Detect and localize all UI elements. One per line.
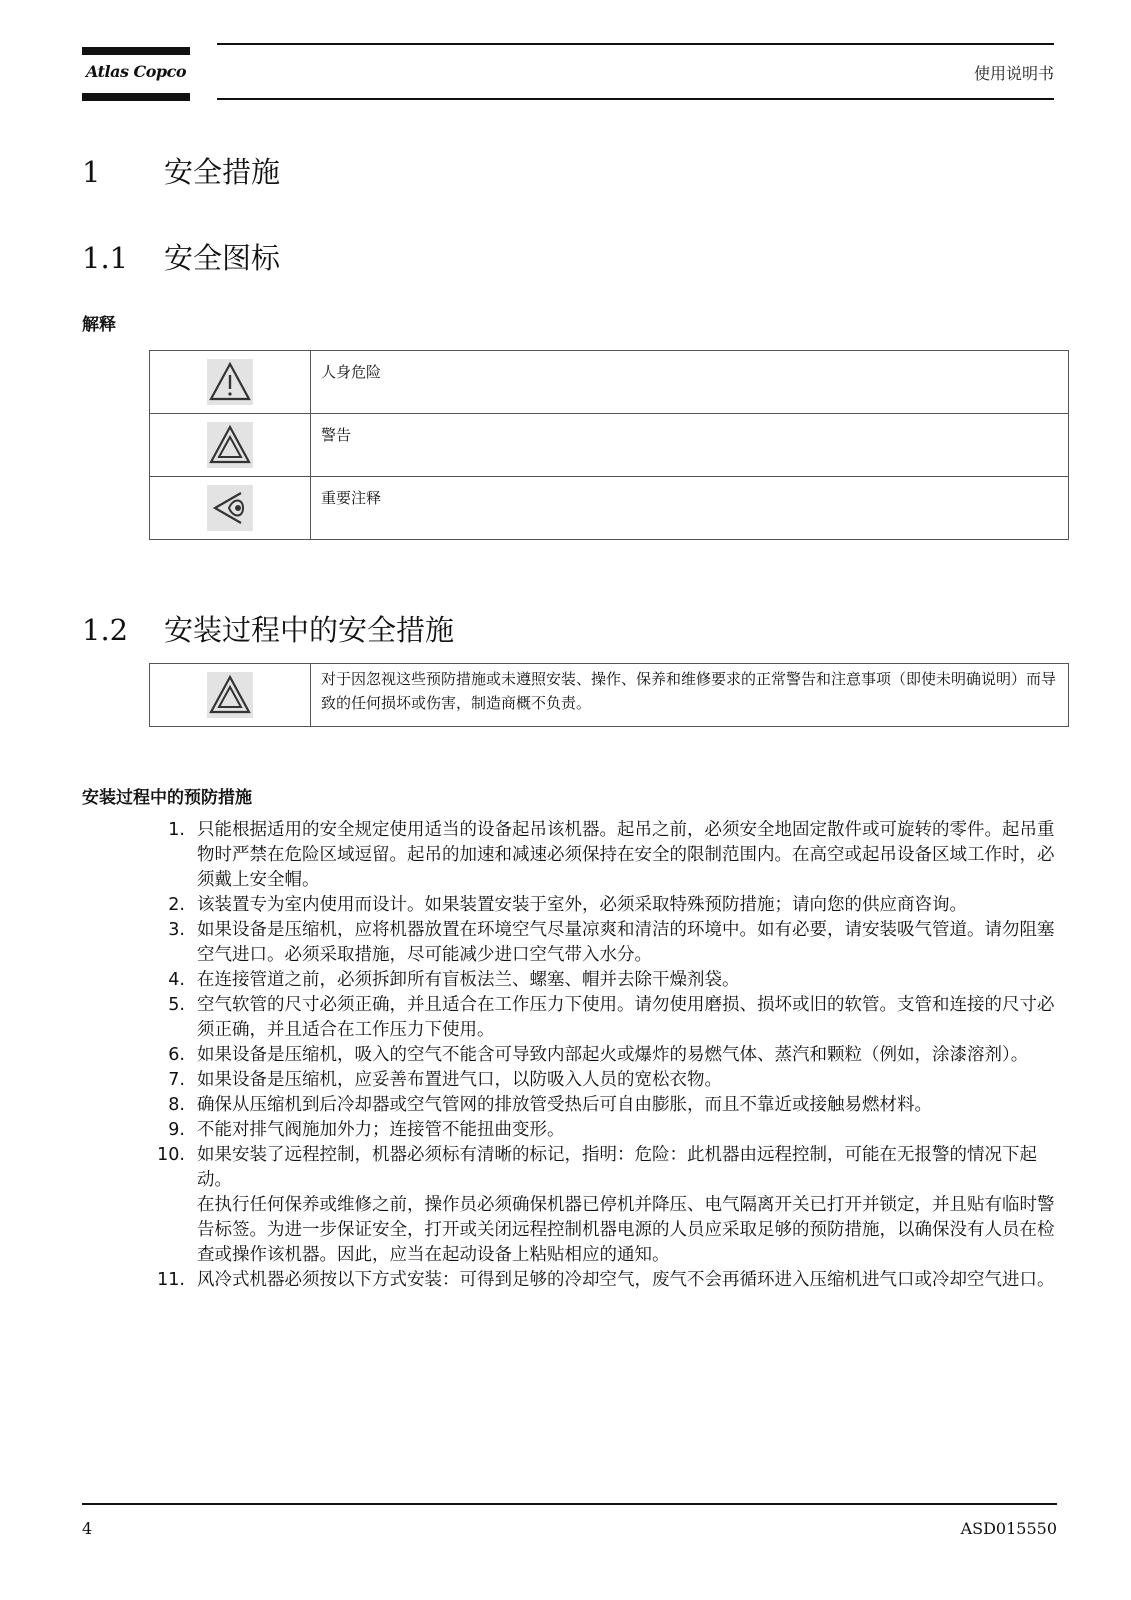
item-text: 该装置专为室内使用而设计。如果装置安装于室外，必须采取特殊预防措施；请向您的供应商咨询。 <box>197 895 967 915</box>
section-1-heading <box>82 150 280 191</box>
list-item <box>82 818 1057 893</box>
footer-rule <box>82 1503 1057 1505</box>
list-item <box>82 893 1057 918</box>
item-number: 6. <box>168 1045 185 1065</box>
section-1-2-heading <box>82 608 454 649</box>
section-title: 安全措施 <box>164 155 281 189</box>
icon-description: 重要注释 <box>311 477 1069 540</box>
icon-cell <box>150 477 311 540</box>
atlas-copco-logo <box>82 47 190 101</box>
icon-cell <box>150 351 311 414</box>
eye-note-icon <box>207 485 253 531</box>
item-text: 确保从压缩机到后冷却器或空气管网的排放管受热后可自由膨胀，而且不靠近或接触易燃材料。 <box>197 1095 932 1115</box>
item-number: 1. <box>168 820 185 840</box>
item-number: 3. <box>168 920 185 940</box>
logo-text: Atlas Copco <box>85 62 187 81</box>
section-1-1-heading <box>82 236 280 277</box>
list-item <box>82 1068 1057 1093</box>
icon-description: 人身危险 <box>311 351 1069 414</box>
exclamation-triangle-icon <box>207 359 253 405</box>
icon-cell <box>150 664 311 727</box>
precautions-subheading: 安装过程中的预防措施 <box>82 788 252 808</box>
item-text: 如果设备是压缩机，应妥善布置进气口，以防吸入人员的宽松衣物。 <box>197 1070 722 1090</box>
item-extra-text: 在执行任何保养或维修之前，操作员必须确保机器已停机并降压、电气隔离开关已打开并锁定，并且贴有临时警告标签。为进一步保证安全，打开或关闭远程控制机器电源的人员应采取足够的预防措施，以确保没有人员在检查或操作该机器。因此，应当在起动设备上粘贴相应的通知。 <box>197 1195 1055 1265</box>
item-text: 如果设备是压缩机，吸入的空气不能含可导致内部起火或爆炸的易燃气体、蒸汽和颗粒（例如，涂漆溶剂）。 <box>197 1045 1029 1065</box>
explanation-subheading: 解释 <box>82 315 116 335</box>
table-row <box>150 664 1069 727</box>
warning-table <box>149 663 1069 727</box>
item-text: 不能对排气阀施加外力；连接管不能扭曲变形。 <box>197 1120 565 1140</box>
safety-icons-table <box>149 350 1069 540</box>
list-item <box>82 918 1057 968</box>
list-item <box>82 1043 1057 1068</box>
table-row <box>150 351 1069 414</box>
warning-text: 对于因忽视这些预防措施或未遵照安装、操作、保养和维修要求的正常警告和注意事项（即使未明确说明）而导致的任何损坏或伤害，制造商概不负责。 <box>311 664 1069 727</box>
item-number: 8. <box>168 1095 185 1115</box>
document-number: ASD015550 <box>960 1519 1057 1538</box>
item-number: 9. <box>168 1120 185 1140</box>
item-number: 10. <box>157 1145 185 1165</box>
section-number: 1 <box>82 155 101 189</box>
item-text: 只能根据适用的安全规定使用适当的设备起吊该机器。起吊之前，必须安全地固定散件或可旋转的零件。起吊重物时严禁在危险区域逗留。起吊的加速和减速必须保持在安全的限制范围内。在高空或起吊设备区域工作时，必须戴上安全帽。 <box>197 820 1055 890</box>
section-number: 1.1 <box>82 241 129 275</box>
item-number: 7. <box>168 1070 185 1090</box>
double-triangle-warning-icon <box>207 672 253 718</box>
item-text: 在连接管道之前，必须拆卸所有盲板法兰、螺塞、帽并去除干燥剂袋。 <box>197 970 740 990</box>
list-item <box>82 968 1057 993</box>
list-item <box>82 1268 1057 1293</box>
list-item <box>82 1118 1057 1143</box>
item-number: 11. <box>157 1270 185 1290</box>
doc-type-label: 使用说明书 <box>973 64 1054 83</box>
icon-description: 警告 <box>311 414 1069 477</box>
item-text: 风冷式机器必须按以下方式安装：可得到足够的冷却空气，废气不会再循环进入压缩机进气口或冷却空气进口。 <box>197 1270 1055 1290</box>
section-title: 安全图标 <box>164 241 281 275</box>
list-item <box>82 993 1057 1043</box>
section-number: 1.2 <box>82 613 129 647</box>
logo-top-bar <box>82 47 190 55</box>
item-number: 4. <box>168 970 185 990</box>
double-triangle-warning-icon <box>207 422 253 468</box>
item-number: 2. <box>168 895 185 915</box>
item-text: 如果安装了远程控制，机器必须标有清晰的标记，指明：危险：此机器由远程控制，可能在无报警的情况下起动。 <box>197 1145 1037 1190</box>
item-text: 如果设备是压缩机，应将机器放置在环境空气尽量凉爽和清洁的环境中。如有必要，请安装吸气管道。请勿阻塞空气进口。必须采取措施，尽可能减少进口空气带入水分。 <box>197 920 1055 965</box>
page-number: 4 <box>82 1519 93 1538</box>
list-item <box>82 1093 1057 1118</box>
precautions-list <box>82 818 1057 1293</box>
list-item <box>82 1143 1057 1268</box>
section-title: 安装过程中的安全措施 <box>164 613 455 647</box>
header-rule-bottom <box>217 98 1054 100</box>
icon-cell <box>150 414 311 477</box>
table-row <box>150 477 1069 540</box>
header-rule-top <box>217 43 1054 45</box>
item-text: 空气软管的尺寸必须正确，并且适合在工作压力下使用。请勿使用磨损、损坏或旧的软管。支管和连接的尺寸必须正确，并且适合在工作压力下使用。 <box>197 995 1055 1040</box>
item-number: 5. <box>168 995 185 1015</box>
logo-bottom-bar <box>82 93 190 101</box>
table-row <box>150 414 1069 477</box>
